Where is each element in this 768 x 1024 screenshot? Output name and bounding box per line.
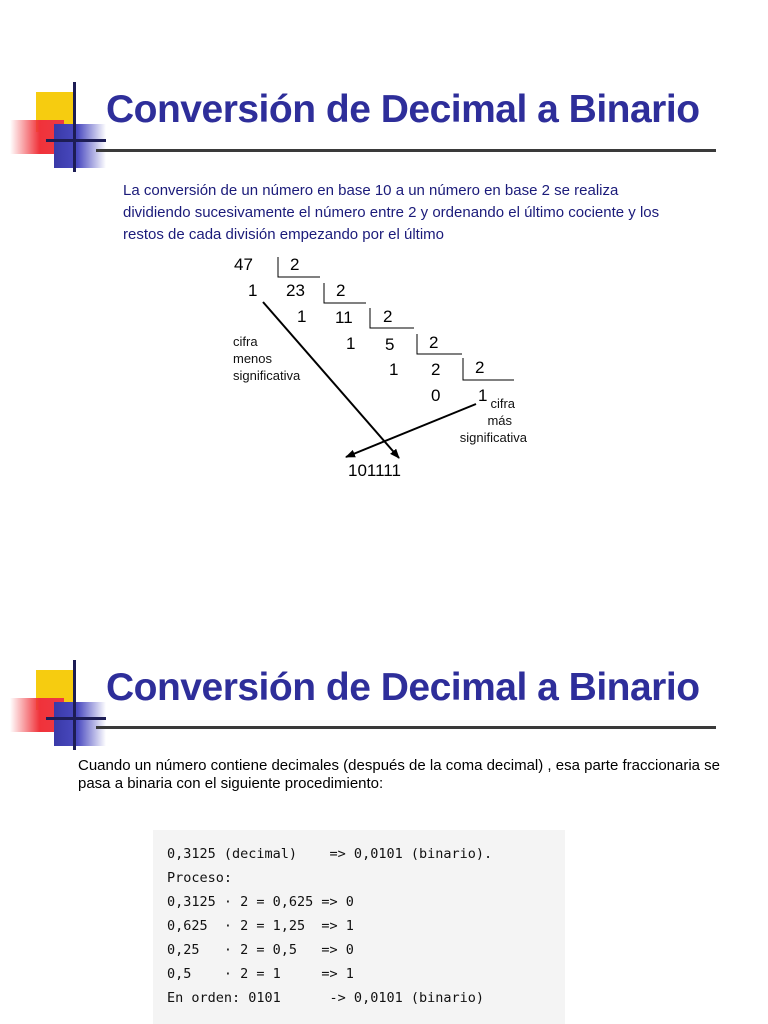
divisor-5: 2 [475, 358, 485, 377]
dividend-11: 11 [335, 308, 353, 327]
note-most-line-1: cifra [490, 396, 515, 411]
note-least-line-2: menos [233, 351, 273, 366]
body-paragraph: Cuando un número contiene decimales (después de la coma decimal) , esa parte fraccionaria se pasa a binaria con el siguiente procedimiento: [78, 757, 721, 792]
divisor-bracket-4 [417, 334, 462, 354]
remainder-4: 1 [389, 360, 399, 379]
slide-logo [10, 660, 105, 755]
code-line: Proceso: [167, 870, 233, 886]
code-line: 0,5 · 2 = 1 => 1 [167, 966, 354, 982]
divisor-4: 2 [429, 333, 439, 352]
last-quotient: 1 [478, 386, 488, 405]
code-block [153, 830, 565, 1024]
code-line: 0,3125 · 2 = 0,625 => 0 [167, 894, 354, 910]
remainder-5: 0 [431, 386, 441, 405]
remainder-3: 1 [346, 334, 356, 353]
note-least-line-3: significativa [233, 368, 301, 383]
slide-title: Conversión de Decimal a Binario [106, 666, 700, 709]
code-line: 0,25 · 2 = 0,5 => 0 [167, 942, 354, 958]
dividend-47: 47 [234, 255, 253, 274]
note-most-line-2: más [487, 413, 512, 428]
divisor-bracket-5 [463, 358, 514, 380]
dividend-5: 5 [385, 335, 395, 354]
logo-vertical-line [73, 660, 76, 750]
note-least-line-1: cifra [233, 334, 258, 349]
binary-result: 101111 [348, 461, 401, 480]
dividend-2: 2 [431, 360, 441, 379]
note-most-line-3: significativa [459, 430, 527, 445]
code-line: En orden: 0101 -> 0,0101 (binario) [167, 990, 484, 1006]
slide-title: Conversión de Decimal a Binario [106, 88, 700, 131]
logo-blue-square [54, 702, 106, 746]
dividend-23: 23 [286, 281, 305, 300]
note-least-significant [233, 333, 300, 384]
code-line: 0,625 · 2 = 1,25 => 1 [167, 918, 354, 934]
divisor-3: 2 [383, 307, 393, 326]
logo-horizontal-line [46, 717, 106, 720]
note-most-significant [445, 395, 527, 446]
divisor-1: 2 [290, 255, 300, 274]
title-rule [96, 726, 716, 729]
intro-paragraph: La conversión de un número en base 10 a un número en base 2 se realiza dividiendo sucesivamente el número entre 2 y ordenando el último cociente y los restos de cada división empezando por el último [123, 182, 660, 243]
remainder-2: 1 [297, 307, 307, 326]
code-line: 0,3125 (decimal) => 0,0101 (binario). [167, 846, 493, 862]
slide-2 [0, 512, 768, 1024]
divisor-2: 2 [336, 281, 346, 300]
remainder-1: 1 [248, 281, 258, 300]
